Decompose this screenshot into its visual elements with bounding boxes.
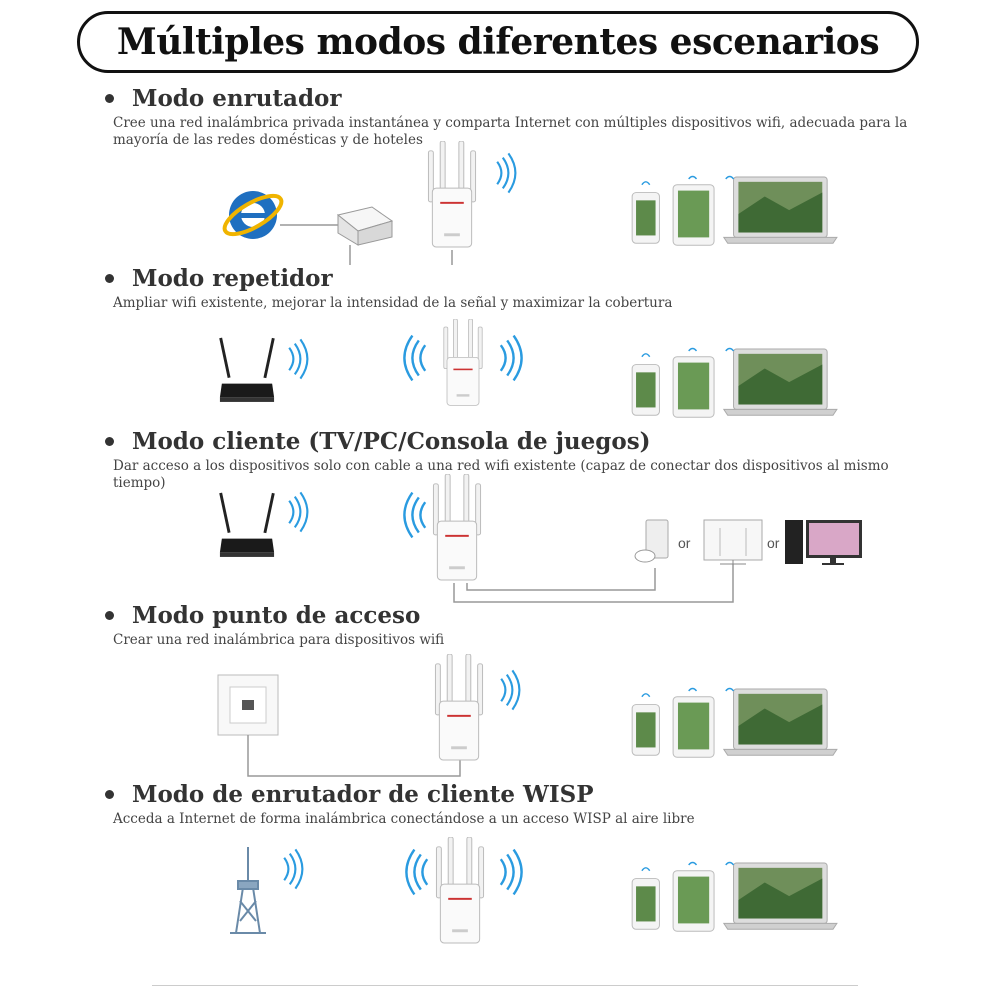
- internet-explorer-icon: [219, 189, 286, 242]
- section-title: Modo punto de acceso: [132, 602, 421, 629]
- section-title: Modo repetidor: [132, 265, 333, 292]
- wifi-waves-icon: [404, 336, 425, 381]
- wifi-waves-icon: [284, 849, 302, 888]
- router-mode-diagram: [0, 85, 1000, 265]
- section-repeater-mode: [0, 265, 1000, 435]
- client-mode-diagram: [0, 428, 1000, 608]
- repeater-icon: [444, 319, 482, 405]
- section-access-point-mode: [0, 602, 1000, 782]
- ethernet-wall-socket-icon: [218, 675, 278, 735]
- section-client-mode: [0, 428, 1000, 608]
- monitor-icon: [704, 520, 762, 564]
- section-title: Modo enrutador: [132, 85, 342, 112]
- section-description: Cree una red inalámbrica privada instantánea y comparta Internet con múltiples dispositivos wifi, adecuada para la mayoría de las redes domésticas y de hoteles: [113, 115, 908, 148]
- page-title: Múltiples modos diferentes escenarios: [116, 21, 880, 63]
- section-description: Crear una red inalámbrica para dispositivos wifi: [113, 632, 445, 648]
- section-title: Modo de enrutador de cliente WISP: [132, 781, 594, 808]
- client-devices-icon: [632, 348, 837, 417]
- repeater-mode-diagram: [0, 265, 1000, 435]
- game-console-icon: [635, 520, 668, 562]
- or-label: or: [767, 535, 780, 551]
- repeater-icon: [435, 654, 482, 760]
- section-wisp-mode: [0, 781, 1000, 961]
- client-devices-icon: [632, 176, 837, 245]
- section-router-mode: [0, 85, 1000, 265]
- footer-divider: [152, 985, 858, 986]
- wifi-waves-icon: [497, 153, 515, 192]
- wifi-waves-icon: [289, 339, 307, 378]
- section-title: Modo cliente (TV/PC/Consola de juegos): [132, 428, 651, 455]
- client-devices-icon: [632, 688, 837, 757]
- wifi-waves-icon: [501, 850, 522, 895]
- router-icon: [219, 493, 274, 557]
- section-description: Dar acceso a los dispositivos solo con cable a una red wifi existente (capaz de conectar dos dispositivos al mismo tiempo): [113, 458, 889, 491]
- wifi-waves-icon: [501, 670, 519, 709]
- client-devices-icon: [632, 862, 837, 931]
- wisp-mode-diagram: [0, 781, 1000, 981]
- repeater-icon: [428, 141, 475, 247]
- router-icon: [219, 338, 274, 402]
- wifi-waves-icon: [406, 850, 427, 895]
- transmission-tower-icon: [230, 847, 266, 933]
- repeater-icon: [433, 474, 480, 580]
- repeater-icon: [436, 837, 483, 943]
- title-banner: [77, 11, 919, 73]
- section-description: Ampliar wifi existente, mejorar la intensidad de la señal y maximizar la cobertura: [113, 295, 673, 311]
- modem-icon: [338, 207, 392, 245]
- access-point-mode-diagram: [0, 602, 1000, 782]
- wifi-waves-icon: [289, 492, 307, 531]
- wifi-waves-icon: [404, 493, 425, 538]
- section-description: Acceda a Internet de forma inalámbrica conectándose a un acceso WISP al aire libre: [113, 811, 695, 827]
- or-label: or: [678, 535, 691, 551]
- desktop-pc-icon: [785, 520, 862, 565]
- wifi-waves-icon: [501, 336, 522, 381]
